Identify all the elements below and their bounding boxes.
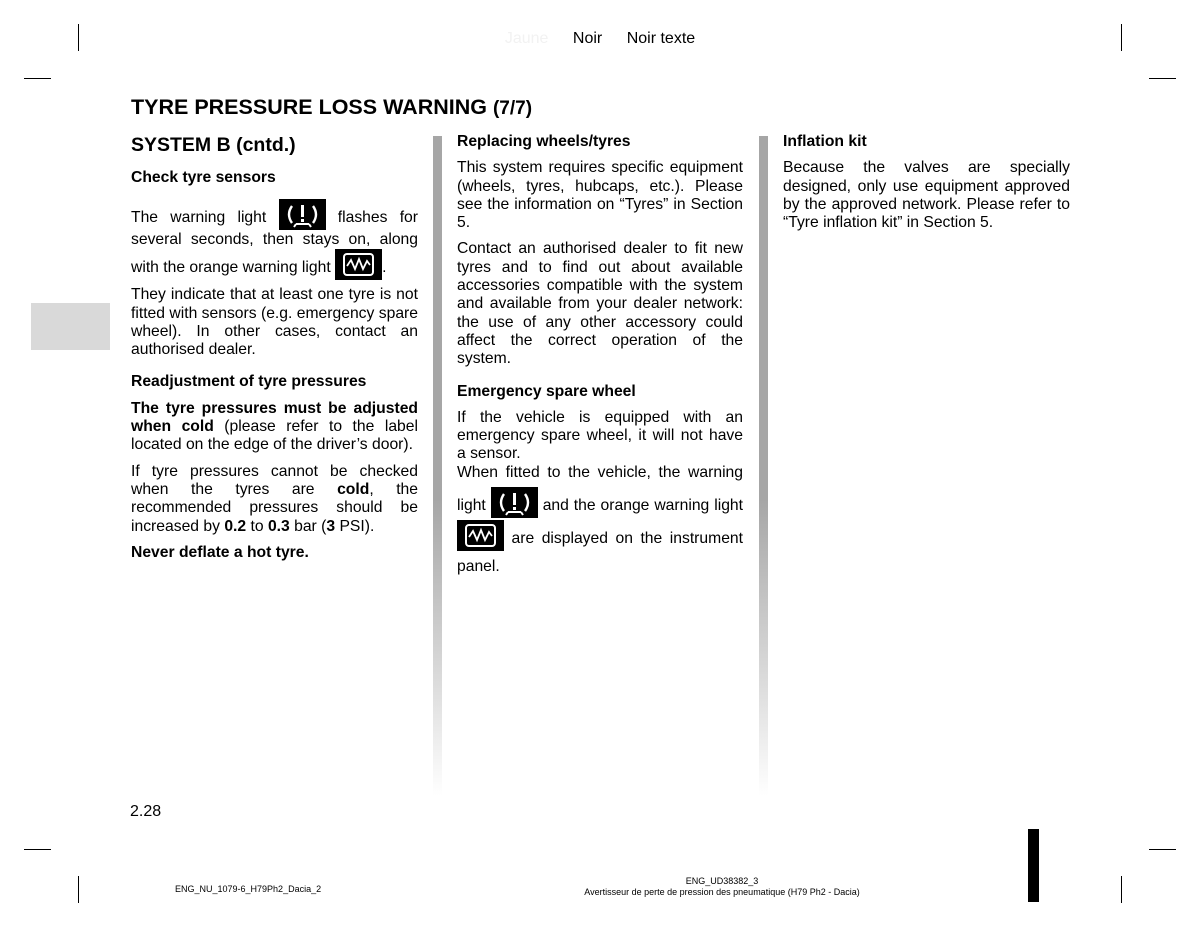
column-3	[783, 133, 1070, 232]
readjust-paragraph-2	[131, 463, 418, 536]
page-title-text: TYRE PRESSURE LOSS WARNING	[131, 95, 487, 119]
readjust-rest: (please refer to the label located on the edge of the driver’s door).	[131, 418, 418, 454]
replacing-paragraph-1: This system requires specific equipment (wheels, tyres, hubcaps, etc.). Please see the information on “Tyres” in Section 5.	[457, 159, 743, 232]
column-2	[457, 133, 743, 581]
readjust-value-2: 0.3	[267, 517, 290, 535]
inflation-kit-heading: Inflation kit	[783, 133, 867, 150]
readjust-heading: Readjustment of tyre pressures	[131, 373, 367, 391]
footer-left-code: ENG_NU_1079-6_H79Ph2_Dacia_2	[175, 884, 322, 894]
readjust-paragraph-1	[131, 400, 418, 455]
spare-wheel-paragraph-1: If the vehicle is equipped with an emergency spare wheel, it will not have a sensor.	[457, 408, 743, 463]
readjust-text-a: If tyre pressures cannot be checked when the tyres are	[131, 462, 418, 498]
crop-mark	[1149, 78, 1176, 79]
orange-warning-light-icon	[457, 520, 504, 551]
inflation-kit-paragraph: Because the valves are specially designed, only use equipment approved by the approved network. Please refer to “Tyre inflation kit” in Section 5.	[783, 159, 1070, 232]
never-deflate-note: Never deflate a hot tyre.	[131, 543, 309, 561]
replacing-heading: Replacing wheels/tyres	[457, 133, 631, 150]
crop-mark	[1149, 849, 1176, 850]
crop-mark	[24, 849, 51, 850]
check-text-b: flashes for several seconds, then stays on, along with the orange warning light	[131, 209, 419, 277]
crop-mark	[78, 876, 79, 903]
tyre-pressure-warning-icon	[491, 487, 538, 518]
column-separator	[433, 136, 442, 796]
check-sensors-paragraph	[131, 199, 418, 280]
readjust-text-b: , the recommended pressures should be increased by	[131, 480, 418, 535]
readjust-text-c: bar (	[289, 517, 327, 535]
spare-wheel-heading: Emergency spare wheel	[457, 382, 636, 400]
check-text-c: .	[382, 259, 387, 277]
footer-right-block	[580, 876, 864, 898]
section-tab	[31, 303, 110, 350]
page-title-part: (7/7)	[492, 98, 533, 119]
footer-right-description: Avertisseur de perte de pression des pneumatique (H79 Ph2 - Dacia)	[584, 887, 860, 897]
readjust-value-3: 3	[326, 517, 336, 535]
column-1	[131, 134, 418, 562]
page-title	[131, 95, 532, 120]
readjust-bold: The tyre pressures must be adjusted when cold	[131, 399, 418, 436]
column-separator	[759, 136, 768, 796]
spare-text-a: When fitted to the vehicle, the warning light	[457, 463, 743, 514]
spare-text-c: are displayed on the instrument panel.	[457, 529, 743, 575]
footer-right-code: ENG_UD38382_3	[685, 876, 759, 886]
check-sensors-heading: Check tyre sensors	[131, 169, 276, 186]
spare-wheel-paragraph-2	[457, 459, 743, 581]
readjust-value-1: 0.2	[224, 517, 247, 535]
check-sensors-paragraph-2: They indicate that at least one tyre is not fitted with sensors (e.g. emergency spare wheel). In other cases, contact an authorised dealer.	[131, 286, 418, 359]
color-marks	[0, 30, 1200, 48]
readjust-text-d: PSI).	[335, 517, 375, 535]
crop-mark	[1121, 876, 1122, 903]
color-mark-noir-texte: Noir texte	[626, 30, 696, 47]
color-mark-noir: Noir	[572, 30, 603, 47]
color-mark-jaune: Jaune	[504, 30, 549, 47]
readjust-text-to: to	[246, 517, 268, 535]
system-heading: SYSTEM B (cntd.)	[131, 134, 296, 156]
check-text-a: The warning light	[131, 209, 267, 227]
thumb-index-bar	[1028, 829, 1039, 902]
spare-text-b: and the orange warning light	[542, 496, 744, 514]
crop-mark	[24, 78, 51, 79]
tyre-pressure-warning-icon	[279, 199, 326, 230]
orange-warning-light-icon	[335, 249, 382, 280]
replacing-paragraph-2: Contact an authorised dealer to fit new tyres and to find out about available accessories compatible with the system and available from your dealer network: the use of any other accessory could affect the correct operation of the system.	[457, 240, 743, 368]
readjust-cold: cold	[337, 480, 370, 498]
page-number: 2.28	[130, 803, 162, 820]
